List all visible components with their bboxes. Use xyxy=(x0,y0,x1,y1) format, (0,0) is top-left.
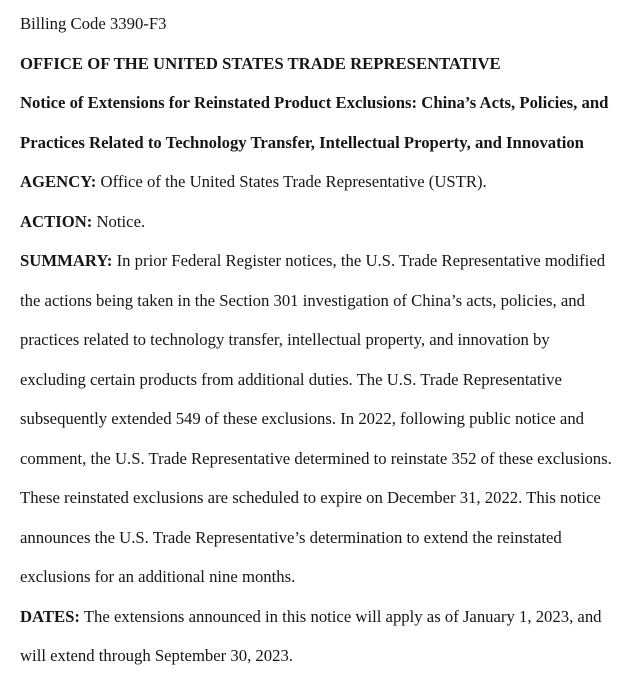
agency-field-line xyxy=(20,162,640,202)
action-field-line xyxy=(20,202,640,242)
summary-line-6 xyxy=(20,439,640,479)
summary-field-label: SUMMARY: xyxy=(20,251,113,270)
billing-code: Billing Code 3390-F3 xyxy=(20,14,167,33)
summary-text-4: excluding certain products from additional duties. The U.S. Trade Representative xyxy=(20,369,562,389)
summary-line-3 xyxy=(20,320,640,360)
summary-line-7 xyxy=(20,478,640,518)
dates-line-2 xyxy=(20,636,640,676)
notice-title-line-2 xyxy=(20,123,640,163)
summary-text-7: These reinstated exclusions are scheduled to expire on December 31, 2022. This notice xyxy=(20,488,601,507)
action-field-label: ACTION: xyxy=(20,211,93,231)
summary-line-4 xyxy=(20,360,640,400)
action-field-text: Notice. xyxy=(96,211,146,231)
agency-header: OFFICE OF THE UNITED STATES TRADE REPRESENTATIVE xyxy=(20,53,501,73)
notice-title-text-1: Notice of Extensions for Reinstated Product Exclusions: China’s Acts, Policies, and xyxy=(20,93,609,112)
dates-line-1 xyxy=(20,597,640,637)
summary-text-5: subsequently extended 549 of these exclusions. In 2022, following public notice and xyxy=(20,409,585,428)
dates-text-2: will extend through September 30, 2023. xyxy=(20,646,293,665)
summary-text-6: comment, the U.S. Trade Representative determined to reinstate 352 of these exclusions. xyxy=(20,448,612,468)
dates-text-1: The extensions announced in this notice will apply as of January 1, 2023, and xyxy=(83,606,602,626)
billing-code-line xyxy=(20,4,640,44)
summary-line-2 xyxy=(20,281,640,321)
summary-text-9: exclusions for an additional nine months. xyxy=(20,567,296,586)
notice-title-text-2: Practices Related to Technology Transfer, Intellectual Property, and Innovation xyxy=(20,132,584,152)
summary-text-8: announces the U.S. Trade Representative’s determination to extend the reinstated xyxy=(20,527,562,547)
summary-line-8 xyxy=(20,518,640,558)
summary-text-3: practices related to technology transfer, intellectual property, and innovation by xyxy=(20,330,550,349)
notice-title-line-1 xyxy=(20,83,640,123)
agency-field-text: Office of the United States Trade Representative (USTR). xyxy=(100,172,487,191)
summary-line-1 xyxy=(20,241,640,281)
summary-text-2: the actions being taken in the Section 301 investigation of China’s acts, policies, and xyxy=(20,290,585,310)
agency-field-label: AGENCY: xyxy=(20,172,97,191)
summary-text-1: In prior Federal Register notices, the U.S. Trade Representative modified xyxy=(116,251,606,270)
dates-field-label: DATES: xyxy=(20,606,80,626)
summary-line-5 xyxy=(20,399,640,439)
summary-line-9 xyxy=(20,557,640,597)
agency-header-line xyxy=(20,44,640,84)
